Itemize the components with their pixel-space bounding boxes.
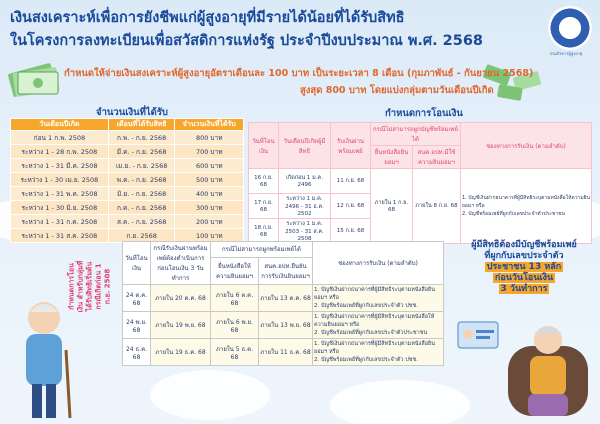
months-cell: พ.ค. - ก.ย. 2568 <box>108 173 175 187</box>
note-line: ก่อนวันโอนเงิน <box>494 273 554 283</box>
amount-cell: 700 บาท <box>175 145 244 159</box>
channel-line: 1. บัญชีเงินฝากธนาคารที่ผู้มีสิทธิระบุตามหนังสือให้ความยินยอมฯ หรือ <box>314 314 435 328</box>
amount-section-title: จำนวนเงินที่ได้รับ <box>96 107 168 118</box>
channel-cell <box>313 312 444 339</box>
column-header: กรณีรับเงินผ่านพร้อมเพย์ต้องดำเนินการก่อนโอนเงิน 3 วันทำการ <box>151 242 211 285</box>
ready-cell: 15 ก.ย. 68 <box>331 219 371 244</box>
transfer-date-cell: 17 ก.ย. 68 <box>249 194 279 219</box>
transfer-date-cell: 16 ก.ย. 68 <box>249 169 279 194</box>
months-cell: ส.ค. - ก.ย. 2568 <box>108 215 175 229</box>
birth-cell: ระหว่าง 1 ม.ค. 2503 - 31 ส.ค. 2508 <box>279 219 331 244</box>
months-cell: มี.ค. - ก.ย. 2568 <box>108 145 175 159</box>
submit-cell: ภายใน 5 ธ.ค. 68 <box>211 339 259 366</box>
transfer-section-title: กำหนดการโอนเงิน <box>385 108 463 119</box>
new-group-transfer-table <box>122 241 444 366</box>
column-header: จำนวนเงินที่ได้รับ <box>175 119 244 131</box>
channel-line: 2. บัญชีพร้อมเพย์ที่ผูกกับเลขประจำตัว ปชช. <box>314 357 418 363</box>
note-line: ที่ผูกกับเลขประจำตัว <box>484 251 564 261</box>
channel-cell <box>313 339 444 366</box>
months-cell: ก.ค. - ก.ย. 2568 <box>108 201 175 215</box>
ready-cell: ภายใน 19 ธ.ค. 68 <box>151 339 211 366</box>
column-header: วันที่โอนเงิน <box>123 242 151 285</box>
table-row <box>11 173 244 187</box>
table-row <box>123 339 444 366</box>
subtitle-line-2: สูงสุด 800 บาท โดยแบ่งกลุ่มตามวันเดือนปีเกิด <box>300 85 494 96</box>
channel-cell <box>313 285 444 312</box>
cloud-decor <box>150 370 270 420</box>
channel-line: 1. บัญชีเงินฝากธนาคารที่ผู้มีสิทธิระบุตามหนังสือให้ความยินยอมฯ หรือ <box>462 195 591 209</box>
ready-cell: 11 ก.ย. 68 <box>331 169 371 194</box>
note-line: ผู้มีสิทธิต้องมีบัญชีพร้อมเพย์ <box>471 240 577 250</box>
column-header: กรณีไม่สามารถผูกบัญชีพร้อมเพย์ได้ <box>371 123 461 146</box>
column-header: สนค.อปท.มีใช้ความยินยอมฯ <box>413 146 461 169</box>
column-header: ยื่นหนังสือให้ความยินยอมฯ <box>211 257 259 284</box>
column-header: วันที่โอนเงิน <box>249 123 279 169</box>
notify-cell: ภายใน 13 ต.ค. 68 <box>259 285 313 312</box>
title-line-1: เงินสงเคราะห์เพื่อการยังชีพแก่ผู้สูงอายุที่มีรายได้น้อยที่ได้รับสิทธิ <box>10 10 405 26</box>
submit-cell: ภายใน 6 ต.ค. 68 <box>211 285 259 312</box>
months-cell: เม.ย. - ก.ย. 2568 <box>108 159 175 173</box>
amount-cell: 400 บาท <box>175 187 244 201</box>
table-row <box>11 145 244 159</box>
submit-cell: ภายใน 6 พ.ย. 68 <box>211 312 259 339</box>
ready-cell: 12 ก.ย. 68 <box>331 194 371 219</box>
birth-cell: ระหว่าง 1 ม.ค. 2496 - 31 ธ.ค. 2502 <box>279 194 331 219</box>
column-header: เดือนที่ได้รับสิทธิ <box>108 119 175 131</box>
table-row <box>11 201 244 215</box>
table-row <box>11 159 244 173</box>
new-group-title: กำหนดการโอนเงิน สำหรับกลุ่มที่ได้รับสิทธิเริ่มต้น กรณีเกิดก่อน 1 ก.ย. 2508 <box>67 260 112 312</box>
table-row <box>123 312 444 339</box>
channel-line: 2. บัญชีพร้อมเพย์ที่ผูกกับเลขประจำตัวประชาชน <box>462 211 565 217</box>
amount-cell: 100 บาท <box>175 229 244 243</box>
table-row <box>249 169 592 194</box>
channel-line: 1. บัญชีเงินฝากธนาคารที่ผู้มีสิทธิระบุตามหนังสือยินยอมฯ หรือ <box>314 287 436 301</box>
transfer-date-cell: 18 ก.ย. 68 <box>249 219 279 244</box>
amount-cell: 800 บาท <box>175 131 244 145</box>
notify-cell: ภายใน 11 ธ.ค. 68 <box>259 339 313 366</box>
birth-range-cell: ระหว่าง 1 - 30 มิ.ย. 2508 <box>11 201 109 215</box>
ready-cell: ภายใน 19 พ.ย. 68 <box>151 312 211 339</box>
column-header: สนค.อปท.ยืนยันการรับเงินยินยอมฯ <box>259 257 313 284</box>
title-line-2: ในโครงการลงทะเบียนเพื่อสวัสดิการแห่งรัฐ ประจำปีงบประมาณ พ.ศ. 2568 <box>10 33 484 49</box>
amount-cell: 300 บาท <box>175 201 244 215</box>
birth-cell: เกิดก่อน 1 ม.ค. 2496 <box>279 169 331 194</box>
birth-range-cell: ระหว่าง 1 - 31 พ.ค. 2508 <box>11 187 109 201</box>
notify-cell: ภายใน 13 พ.ย. 68 <box>259 312 313 339</box>
ready-cell: ภายใน 20 ต.ค. 68 <box>151 285 211 312</box>
cloud-decor <box>330 380 470 424</box>
birth-range-cell: ระหว่าง 1 - 31 ส.ค. 2508 <box>11 229 109 243</box>
column-header: วันเดือนปีเกิดผู้มีสิทธิ <box>279 123 331 169</box>
birth-range-cell: ก่อน 1 ก.พ. 2508 <box>11 131 109 145</box>
elderly-woman-illustration-icon <box>498 306 598 424</box>
table-row <box>11 187 244 201</box>
transfer-date-cell: 24 ธ.ค. 68 <box>123 339 151 366</box>
amount-cell: 600 บาท <box>175 159 244 173</box>
table-row <box>123 285 444 312</box>
amount-cell: 500 บาท <box>175 173 244 187</box>
note-line: 3 วันทำการ <box>500 284 548 294</box>
channel-line: 1. บัญชีเงินฝากธนาคารที่ผู้มีสิทธิระบุตามหนังสือยินยอมฯ หรือ <box>314 341 436 355</box>
subtitle-line-1: กำหนดให้จ่ายเงินสงเคราะห์ผู้สูงอายุอัตราเดือนละ 100 บาท เป็นระยะเวลา 8 เดือน (กุมภาพันธ์ - กันยายน 2568) <box>64 68 534 79</box>
transfer-date-cell: 24 พ.ย. 68 <box>123 312 151 339</box>
table-row <box>11 131 244 145</box>
amount-cell: 200 บาท <box>175 215 244 229</box>
column-header: ยื่นหนังสือยินยอมฯ <box>371 146 413 169</box>
birth-range-cell: ระหว่าง 1 - 30 เม.ย. 2508 <box>11 173 109 187</box>
birth-range-cell: ระหว่าง 1 - 31 ก.ค. 2508 <box>11 215 109 229</box>
promptpay-requirement-note <box>456 240 592 295</box>
submit-deadline-cell: ภายใน 1 ก.ย. 68 <box>371 169 413 244</box>
months-cell: มิ.ย. - ก.ย. 2568 <box>108 187 175 201</box>
transfer-date-cell: 24 ต.ค. 68 <box>123 285 151 312</box>
birth-range-cell: ระหว่าง 1 - 28 ก.พ. 2508 <box>11 145 109 159</box>
column-header: วันเดือนปีเกิด <box>11 119 109 131</box>
transfer-schedule-table <box>248 122 592 244</box>
notify-deadline-cell: ภายใน 8 ก.ย. 68 <box>413 169 461 244</box>
channel-cell <box>461 169 592 244</box>
channel-line: 2. บัญชีพร้อมเพย์ที่ผูกกับเลขประจำตัว ปชช. <box>314 303 418 309</box>
note-line: ประชาชน 13 หลัก <box>486 262 562 272</box>
column-header: ช่องทางการรับเงิน (ตามลำดับ) <box>313 242 444 285</box>
department-logo-icon <box>548 6 592 50</box>
money-stack-icon <box>6 58 64 98</box>
elderly-man-illustration-icon <box>4 290 84 424</box>
table-row <box>11 215 244 229</box>
logo-caption: กรมกิจการผู้สูงอายุ <box>549 51 583 56</box>
column-header: กรณีไม่สามารถผูกพร้อมเพย์ได้ <box>211 242 313 258</box>
column-header: ช่องทางการรับเงิน (ตามลำดับ) <box>461 123 592 169</box>
column-header: รับเงินผ่านพร้อมเพย์ <box>331 123 371 169</box>
channel-line: 2. บัญชีพร้อมเพย์ที่ผูกกับเลขประจำตัวประชาชน <box>314 330 428 336</box>
amount-table <box>10 118 244 243</box>
months-cell: ก.ย. 2568 <box>108 229 175 243</box>
birth-range-cell: ระหว่าง 1 - 31 มี.ค. 2508 <box>11 159 109 173</box>
id-card-icon <box>456 318 500 352</box>
months-cell: ก.พ. - ก.ย. 2568 <box>108 131 175 145</box>
